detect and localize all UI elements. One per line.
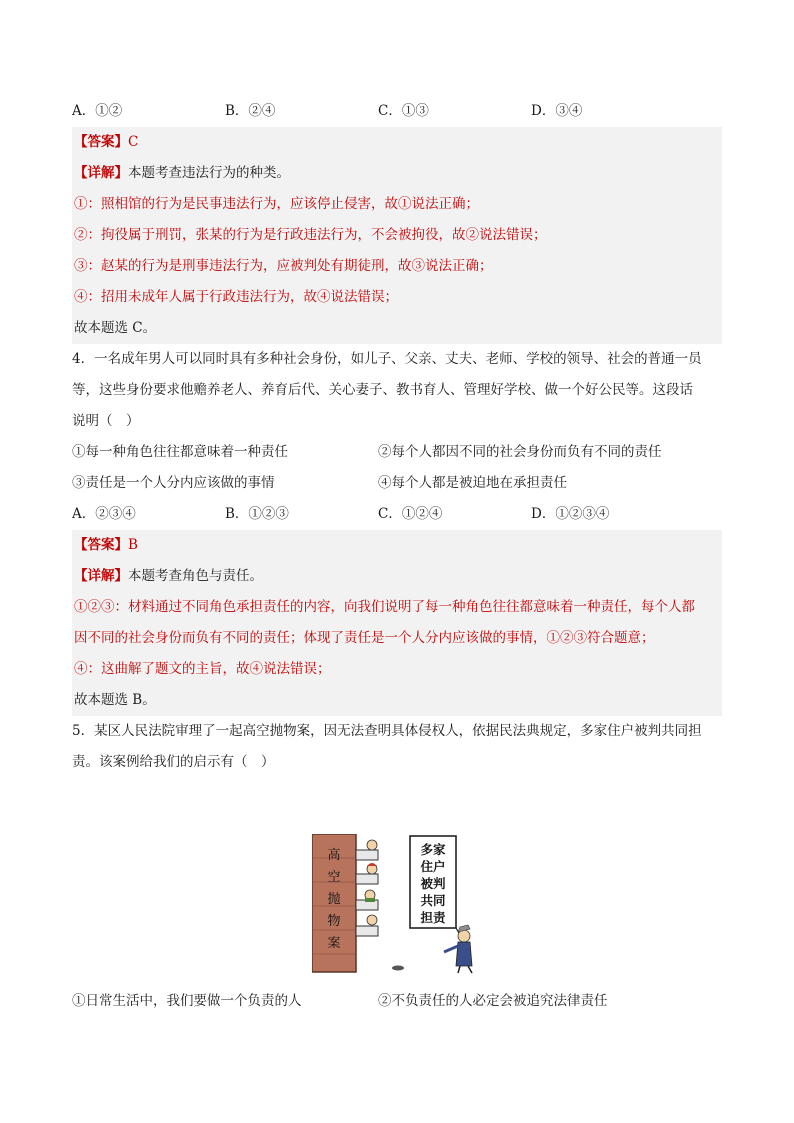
- q3-option-c: C．①③: [378, 103, 429, 119]
- q4-choice-2: ②每个人都因不同的社会身份而负有不同的责任: [378, 444, 662, 460]
- q3-analysis-3: ③：赵某的行为是刑事违法行为，应被判处有期徒刑，故③说法正确；: [74, 258, 493, 274]
- q5-stem-1: 5．某区人民法院审理了一起高空抛物案，因无法查明具体侵权人，依据民法典规定，多家住户被判共同担: [72, 723, 702, 739]
- building-char-5: 案: [327, 936, 341, 951]
- q4-choice-4: ④每个人都是被迫地在承担责任: [378, 475, 567, 491]
- q5-stem-2: 责。该案例给我们的启示有（ ）: [72, 754, 275, 770]
- q4-stem-3: 说明（ ）: [72, 413, 140, 429]
- building-char-4: 物: [327, 914, 341, 929]
- q3-option-a: A．①②: [72, 103, 123, 119]
- q4-answer-block: [72, 530, 722, 716]
- q3-detail-intro: 本题考查违法行为的种类。: [128, 165, 290, 181]
- q4-detail-intro: 本题考查角色与责任。: [128, 568, 263, 584]
- q4-options: [72, 499, 722, 530]
- q3-analysis-1: ①：照相馆的行为是民事违法行为，应该停止侵害，故①说法正确；: [74, 196, 479, 212]
- q4-conclusion: 故本题选 B。: [74, 692, 156, 708]
- sign-line-3: 被判: [420, 876, 446, 891]
- q4-detail-line: [72, 561, 722, 592]
- detail-tag: 【详解】: [74, 568, 128, 584]
- answer-tag: 【答案】: [74, 134, 128, 150]
- q5-choice-2: ②不负责任的人必定会被追究法律责任: [378, 993, 608, 1009]
- q5-choice-1: ①日常生活中，我们要做一个负责的人: [72, 993, 302, 1009]
- q3-analysis-4: ④：招用未成年人属于行政违法行为，故④说法错误；: [74, 289, 398, 305]
- sign-line-5: 担责: [420, 910, 446, 925]
- q4-option-d: D．①②③④: [531, 506, 610, 522]
- q3-answer-line: [72, 127, 722, 158]
- q3-option-d: D．③④: [531, 103, 583, 119]
- q3-detail-line: [72, 158, 722, 189]
- q3-conclusion: 故本题选 C。: [74, 320, 157, 336]
- q3-answer-block: [72, 127, 722, 344]
- q3-analysis-2: ②：拘役属于刑罚，张某的行为是行政违法行为，不会被拘役，故②说法错误；: [74, 227, 547, 243]
- q4-answer: B: [128, 537, 138, 553]
- q3-options: [72, 96, 722, 127]
- building-char-1: 高: [327, 848, 341, 863]
- q4-analysis-1a: ①②③：材料通过不同角色承担责任的内容，向我们说明了每一种角色往往都意味着一种责任，每个人都: [74, 599, 695, 615]
- q4-analysis-1b: 因不同的社会身份而负有不同的责任；体现了责任是一个人分内应该做的事情，①②③符合题意；: [74, 630, 655, 646]
- building-char-3: 抛: [327, 892, 341, 907]
- q4-option-b: B．①②③: [225, 506, 289, 522]
- detail-tag: 【详解】: [74, 165, 128, 181]
- q3-option-b: B．②④: [225, 103, 276, 119]
- q4-choice-1: ①每一种角色往往都意味着一种责任: [72, 444, 288, 460]
- resident-figures: [356, 840, 378, 936]
- person-figure: [444, 925, 472, 973]
- q4-option-c: C．①②④: [378, 506, 443, 522]
- building-char-2: 空: [327, 870, 341, 885]
- sign-line-2: 住户: [420, 859, 446, 874]
- q4-choice-3: ③责任是一个人分内应该做的事情: [72, 475, 275, 491]
- q4-stem-1: 4．一名成年男人可以同时具有多种社会身份，如儿子、父亲、丈夫、老师、学校的领导、社会的普通一员: [72, 351, 702, 367]
- sign-line-4: 共同: [420, 893, 446, 908]
- sign-line-1: 多家: [420, 842, 446, 857]
- q5-choices-row-1: [72, 986, 722, 1017]
- q4-analysis-2: ④：这曲解了题文的主旨，故④说法错误；: [74, 661, 331, 677]
- q4-choices-row-1: [72, 437, 722, 468]
- q4-option-a: A．②③④: [72, 506, 136, 522]
- answer-tag: 【答案】: [74, 537, 128, 553]
- q4-stem-2: 等，这些身份要求他赡养老人、养育后代、关心妻子、教书育人、管理好学校、做一个好公民等。这段话: [72, 382, 693, 398]
- document-page: [72, 96, 722, 778]
- q3-answer: C: [128, 134, 139, 150]
- q5-cartoon-figure: [312, 834, 484, 974]
- q4-choices-row-2: [72, 468, 722, 499]
- dropped-object-icon: [392, 966, 404, 971]
- q4-answer-line: [72, 530, 722, 561]
